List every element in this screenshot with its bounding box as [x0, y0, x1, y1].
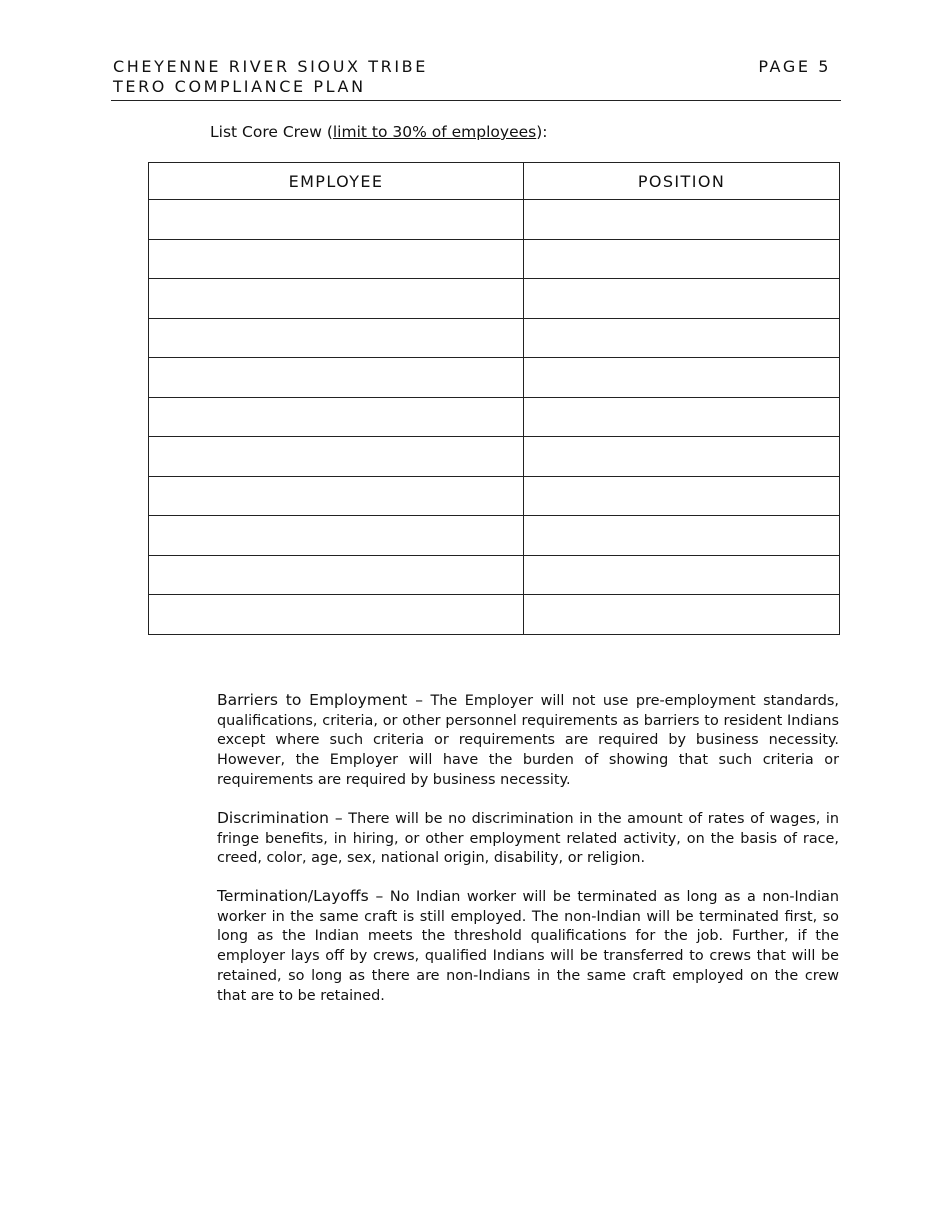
table-row [149, 200, 840, 240]
position-cell[interactable] [524, 476, 840, 516]
employee-cell[interactable] [149, 437, 524, 477]
employee-cell[interactable] [149, 516, 524, 556]
employee-cell[interactable] [149, 200, 524, 240]
employee-cell[interactable] [149, 358, 524, 398]
employee-cell[interactable] [149, 595, 524, 635]
position-cell[interactable] [524, 239, 840, 279]
position-cell[interactable] [524, 200, 840, 240]
document-title: TERO COMPLIANCE PLAN [113, 77, 366, 96]
employee-cell[interactable] [149, 239, 524, 279]
org-name: CHEYENNE RIVER SIOUX TRIBE [113, 57, 428, 76]
page-header [111, 56, 841, 101]
core-crew-label-suffix: ): [536, 123, 548, 141]
employee-cell[interactable] [149, 318, 524, 358]
table-row [149, 437, 840, 477]
page-number: PAGE 5 [758, 57, 831, 76]
section-discrimination [217, 809, 839, 869]
section-body: The Employer will not use pre-employment standards, qualifications, criteria, or other personnel requirements as barriers to resident Indians except where such criteria or requirements are required by business necessity. However, the Employer will have the burden of showing that such criteria or requirements are required by business necessity. [217, 693, 839, 788]
section-termination-layoffs [217, 887, 839, 1006]
table-header-row [149, 163, 840, 200]
column-header-employee: EMPLOYEE [149, 163, 524, 200]
section-body: There will be no discrimination in the amount of rates of wages, in fringe benefits, in hiring, or other employment related activity, on the basis of race, creed, color, age, sex, national origin, disability, or religion. [217, 811, 840, 867]
column-header-position: POSITION [524, 163, 840, 200]
table-row [149, 239, 840, 279]
core-crew-limit-note: limit to 30% of employees [332, 123, 537, 141]
position-cell[interactable] [524, 318, 840, 358]
position-cell[interactable] [524, 279, 840, 319]
table-row [149, 358, 840, 398]
section-body: No Indian worker will be terminated as long as a non-Indian worker in the same craft is still employed. The non-Indian will be terminated first, so long as the Indian meets the threshold qualifications for the job. Further, if the employer lays off by crews, qualified Indians will be transferred to crews that will be retained, so long as there are non-Indians in the same craft employed on the crew that are to be retained. [217, 889, 839, 1004]
position-cell[interactable] [524, 555, 840, 595]
employee-cell[interactable] [149, 476, 524, 516]
table-row [149, 397, 840, 437]
position-cell[interactable] [524, 595, 840, 635]
table-row [149, 555, 840, 595]
position-cell[interactable] [524, 358, 840, 398]
table-row [149, 318, 840, 358]
core-crew-label [210, 122, 548, 142]
core-crew-label-prefix: List Core Crew ( [210, 123, 333, 141]
table-row [149, 516, 840, 556]
core-crew-table [148, 162, 840, 635]
position-cell[interactable] [524, 437, 840, 477]
position-cell[interactable] [524, 516, 840, 556]
section-title: Discrimination – [217, 809, 343, 827]
table-row [149, 595, 840, 635]
table-body [149, 200, 840, 635]
section-title: Barriers to Employment – [217, 691, 423, 709]
table-row [149, 476, 840, 516]
employee-cell[interactable] [149, 279, 524, 319]
table-row [149, 279, 840, 319]
position-cell[interactable] [524, 397, 840, 437]
section-title: Termination/Layoffs – [217, 887, 384, 905]
employee-cell[interactable] [149, 555, 524, 595]
section-barriers-to-employment [217, 691, 839, 791]
employee-cell[interactable] [149, 397, 524, 437]
